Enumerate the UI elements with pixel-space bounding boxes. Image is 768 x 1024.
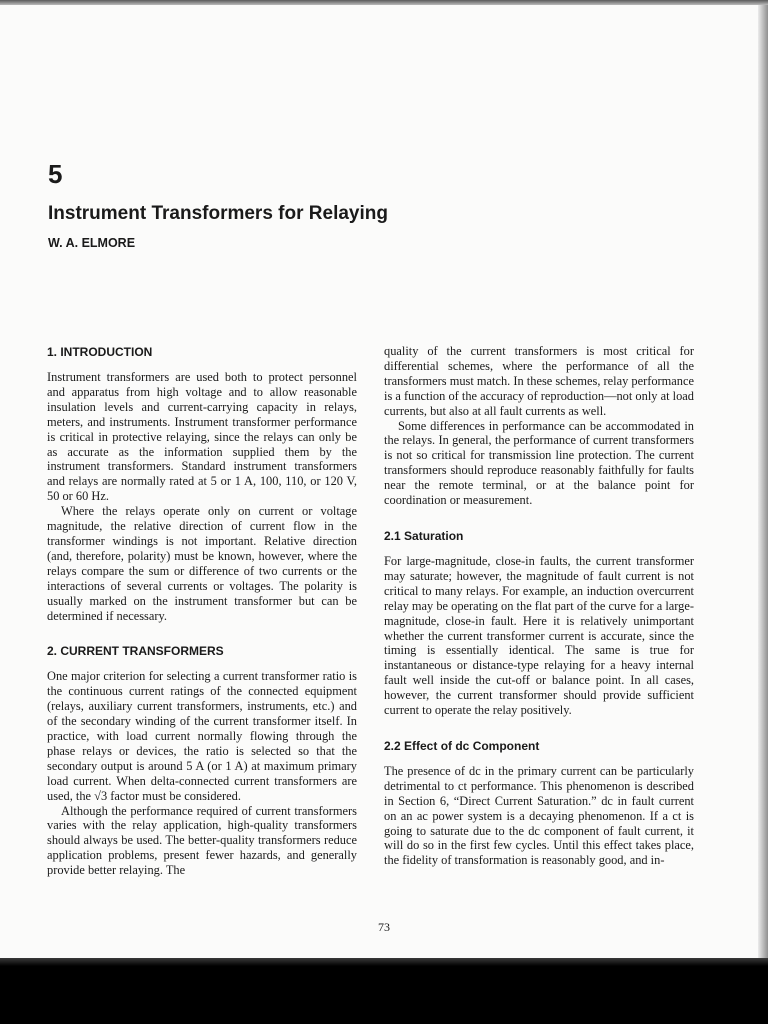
page-right-edge bbox=[758, 5, 768, 960]
paragraph-saturation: For large-magnitude, close-in faults, the current transformer may saturate; however, the magnitude of fault current is not critical to many relays. For example, an induction overcurrent relay may be operating on the flat part of the curve for a large-magnitude, close-in fault. Here it is relatively unimportant whether the current transformer current is accurate, since the timing is essentially identical. The same is true for instantaneous or distance-type relaying for a heavy internal fault well inside the cut-off or balance point. In all cases, however, the current transformer should provide sufficient current to operate the relay positively. bbox=[384, 553, 694, 718]
scan-bottom-band bbox=[0, 958, 768, 1024]
paragraph-dc-component: The presence of dc in the primary current can be particularly detrimental to ct performance. This phenomenon is described in Section 6, “Direct Current Saturation.” dc in fault current on an ac power system is a decaying phenomenon. If a ct is going to saturate due to the dc component of fault current, it will do so in the first few cycles. Until this effect takes place, the fidelity of transformation is reasonably good, and in- bbox=[384, 763, 694, 868]
page-number: 73 bbox=[378, 920, 390, 934]
chapter-author: W. A. ELMORE bbox=[48, 236, 136, 250]
left-column bbox=[47, 344, 357, 878]
right-column bbox=[384, 344, 694, 868]
paragraph-ct-1: One major criterion for selecting a current transformer ratio is the continuous current ratings of the connected equipment (relays, auxiliary current transformers, instruments, etc.) and of the secondary winding of the current transformer itself. In practice, with load current normally flowing through the phase relays or devices, the ratio is selected so that the secondary output is around 5 A (or 1 A) at maximum primary load current. When delta-connected current transformers are used, the √3 factor must be considered. bbox=[47, 669, 357, 803]
section-heading-current-transformers: 2. CURRENT TRANSFORMERS bbox=[47, 644, 224, 659]
section-gap bbox=[47, 623, 357, 643]
section-heading-introduction: 1. INTRODUCTION bbox=[47, 345, 153, 359]
section-gap bbox=[384, 718, 694, 738]
section-heading-saturation: 2.1 Saturation bbox=[384, 528, 464, 543]
paragraph-ct-2-continued: quality of the current transformers is most critical for differential schemes, where the performance of all the transformers must match. In these schemes, relay performance is a function of the accuracy of reproduction—not only at load currents, but also at all fault currents as well. bbox=[384, 344, 694, 418]
chapter-number: 5 bbox=[48, 159, 63, 189]
paragraph-ct-3: Some differences in performance can be accommodated in the relays. In general, the performance of current transformers is not so critical for transmission line protection. The current transformers should reproduce reasonably faithfully for faults near the remote terminal, or at the balance point for coordination or measurement. bbox=[384, 418, 694, 508]
paragraph-intro-1: Instrument transformers are used both to protect personnel and apparatus from high voltage and to allow reasonable insulation levels and current-carrying capacity in relays, meters, and instruments. Instrument transformer performance is critical in protective relaying, since the relays can only be as accurate as the information supplied them by the instrument transformers. Standard instrument transformers and relays are normally rated at 5 or 1 A, 100, 110, or 120 V, 50 or 60 Hz. bbox=[47, 370, 357, 504]
paragraph-ct-2: Although the performance required of current transformers varies with the relay application, high-quality transformers should always be used. The better-quality transformers reduce application problems, present fewer hazards, and generally provide better relaying. The bbox=[47, 803, 357, 878]
section-heading-dc-component: 2.2 Effect of dc Component bbox=[384, 738, 540, 753]
chapter-title: Instrument Transformers for Relaying bbox=[48, 203, 388, 224]
section-gap bbox=[384, 508, 694, 528]
paragraph-intro-2: Where the relays operate only on current or voltage magnitude, the relative direction of current flow in the transformer windings is not important. Relative direction (and, therefore, polarity) must be known, however, where the relays compare the sum or difference of two currents or the interactions of several currents or voltages. The polarity is usually marked on the instrument transformer but can be determined if necessary. bbox=[47, 504, 357, 623]
